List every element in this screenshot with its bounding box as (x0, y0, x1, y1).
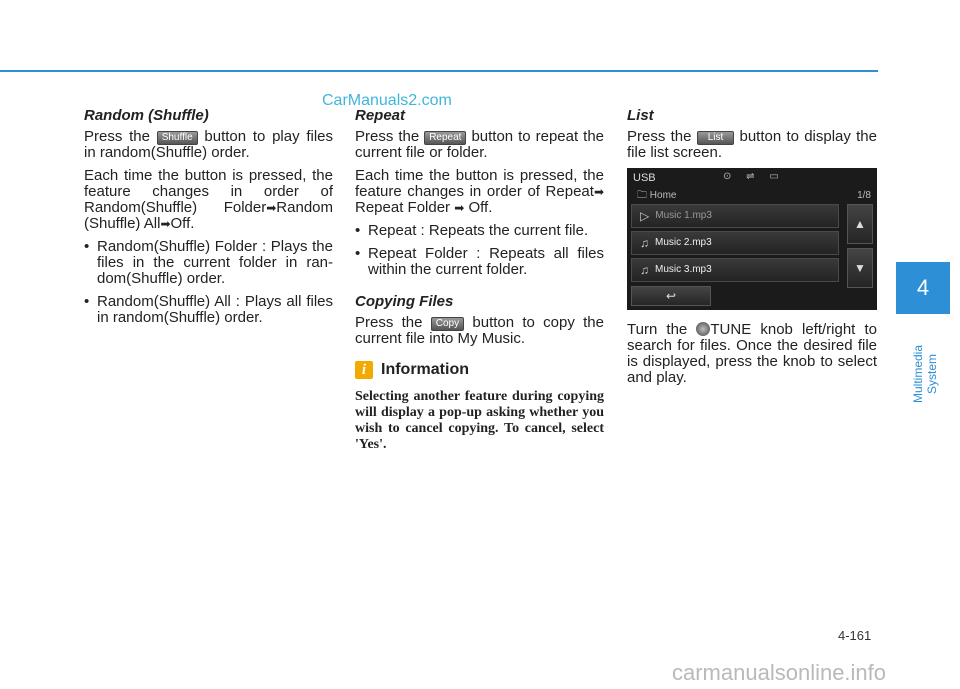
list-item: • Repeat Folder : Repeats all files within the current folder. (355, 246, 604, 278)
arrow-right-icon: ➡ (454, 201, 465, 215)
page-indicator: 1/8 (857, 190, 871, 201)
heading-list: List (627, 107, 654, 124)
column-repeat (355, 108, 604, 453)
track-row: ▷ Music 1.mp3 (631, 204, 839, 228)
paragraph: Turn the TUNE knob left/right to search for files. Once the desired file is displayed, press the knob to select and play. (627, 321, 877, 386)
bullet-list (84, 239, 333, 326)
source-label: USB (633, 172, 656, 184)
track-row: ♫ Music 2.mp3 (631, 231, 839, 255)
status-icons: ⊙ ⇌ ▭ (723, 171, 785, 182)
music-note-icon: ♫ (640, 236, 649, 250)
list-item: • Repeat : Repeats the current file. (355, 223, 604, 239)
scroll-down-icon: ▼ (847, 248, 873, 288)
list-item: • Random(Shuffle) Folder : Plays the files in the current folder in ran-dom(Shuffle) order. (84, 239, 333, 287)
bullet-list (355, 223, 604, 278)
scroll-up-icon: ▲ (847, 204, 873, 244)
folder-icon: 🗀 (637, 190, 647, 201)
watermark-top: CarManuals2.com (322, 92, 452, 109)
info-icon: i (355, 361, 373, 379)
list-item: • Random(Shuffle) All : Plays all files in random(Shuffle) order. (84, 294, 333, 326)
paragraph: Press the Repeat button to repeat the current file or folder. (355, 128, 604, 161)
paragraph: Each time the button is pressed, the feature changes in order of Random(Shuffle) Folder➡Random (Shuffle) All➡Off. (84, 167, 333, 232)
column-list (627, 108, 877, 393)
top-rule (0, 70, 878, 72)
play-icon: ▷ (640, 209, 650, 223)
back-icon: ↩ (631, 286, 711, 306)
repeat-button-icon: Repeat (424, 131, 466, 145)
folder-label: 🗀 Home (637, 190, 677, 201)
information-title: Information (381, 361, 469, 378)
shuffle-button-icon: Shuffle (157, 131, 198, 145)
tune-knob-icon (696, 322, 710, 336)
paragraph: Press the List button to display the file list screen. (627, 128, 877, 161)
usb-list-screen (627, 168, 877, 310)
page-number: 4-161 (838, 628, 872, 643)
list-button-icon: List (697, 131, 735, 145)
information-body: Selecting another feature during copying will display a pop-up asking whether you wish to cancel copying. To cancel, select 'Yes'. (355, 389, 604, 452)
chapter-label: Multimedia System (911, 344, 939, 404)
information-header (355, 361, 604, 379)
paragraph: Press the Shuffle button to play files in random(Shuffle) order. (84, 128, 334, 161)
paragraph: Each time the button is pressed, the feature changes in order of Repeat➡ Repeat Folder ➡ Off. (355, 167, 604, 216)
arrow-right-icon: ➡ (160, 217, 171, 231)
heading-repeat: Repeat (355, 107, 406, 124)
arrow-right-icon: ➡ (593, 185, 604, 199)
watermark-footer: carmanualsonline.info (672, 660, 887, 685)
chapter-tab: 4 (896, 262, 950, 314)
music-note-icon: ♫ (640, 263, 649, 277)
column-random (84, 108, 333, 333)
heading-copying: Copying Files (355, 293, 454, 310)
arrow-right-icon: ➡ (266, 201, 277, 215)
heading-random: Random (Shuffle) (84, 107, 209, 124)
track-row: ♫ Music 3.mp3 (631, 258, 839, 282)
copy-button-icon: Copy (431, 317, 464, 331)
paragraph: Press the Copy button to copy the current file into My Music. (355, 314, 604, 347)
